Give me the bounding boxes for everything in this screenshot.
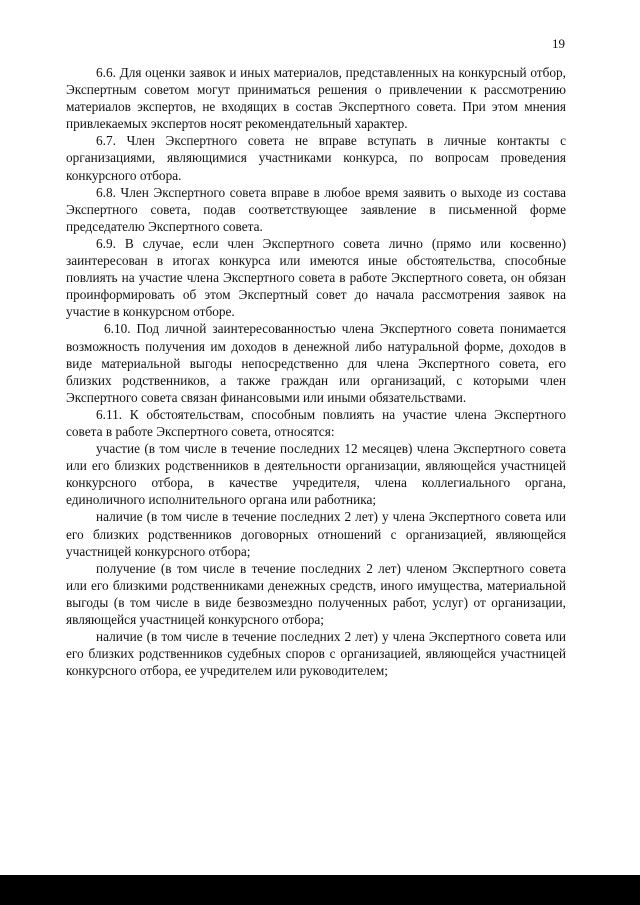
paragraph-6-11: 6.11. К обстоятельствам, способным повлиять на участие члена Экспертного совета в работе Экспертного совета, относятся: <box>66 406 566 439</box>
paragraph-6-7: 6.7. Член Экспертного совета не вправе вступать в личные контакты с организациями, являющимися участниками конкурса, по вопросам проведения конкурсного отбора. <box>66 133 566 183</box>
paragraph-6-8: 6.8. Член Экспертного совета вправе в любое время заявить о выходе из состава Экспертного совета, подав соответствующее заявление в письменной форме председателю Экспертного совета. <box>66 184 566 234</box>
paragraph-6-6: 6.6. Для оценки заявок и иных материалов, представленных на конкурсный отбор, Экспертным советом могут приниматься решения о привлечении к рассмотрению материалов экспертов, не входящих в состав Экспертного совета. При этом мнения привлекаемых экспертов носят рекомендательный характер. <box>66 65 566 132</box>
list-item-court-disputes: наличие (в том числе в течение последних 2 лет) у члена Экспертного совета или его близких родственников судебных споров с организацией, являющейся участницей конкурсного отбора, ее учредителем или руководителем; <box>66 629 566 679</box>
list-item-contracts: наличие (в том числе в течение последних 2 лет) у члена Экспертного совета или его близких родственников договорных отношений с организацией, являющейся участницей конкурсного отбора; <box>66 509 566 559</box>
document-body <box>66 64 566 679</box>
list-item-participation: участие (в том числе в течение последних 12 месяцев) члена Экспертного совета или его близких родственников в деятельности организации, являющейся участницей конкурсного отбора, в качестве учредителя, члена коллегиального органа, единоличного исполнительного органа или работника; <box>66 441 566 508</box>
list-item-receipt-of-funds: получение (в том числе в течение последних 2 лет) членом Экспертного совета или его близкими родственниками денежных средств, иного имущества, материальной выгоды (в том числе в виде безвозмездно полученных работ, услуг) от организации, являющейся участницей конкурсного отбора; <box>66 560 566 627</box>
paragraph-6-9: 6.9. В случае, если член Экспертного совета лично (прямо или косвенно) заинтересован в итогах конкурса или имеются иные обстоятельства, способные повлиять на участие члена Экспертного совета в работе Экспертного совета, он обязан проинформировать об этом Экспертный совет до начала рассмотрения заявок на участие в конкурсном отборе. <box>66 235 566 320</box>
page-number: 19 <box>552 36 565 51</box>
scan-border-bottom <box>0 875 640 905</box>
paragraph-6-10: 6.10. Под личной заинтересованностью члена Экспертного совета понимается возможность получения им доходов в денежной либо натуральной форме, доходов в виде материальной выгоды непосредственно для члена Экспертного совета, его близких родственников, а также граждан или организаций, с которыми член Экспертного совета связан финансовыми или иными обязательствами. <box>66 321 566 405</box>
